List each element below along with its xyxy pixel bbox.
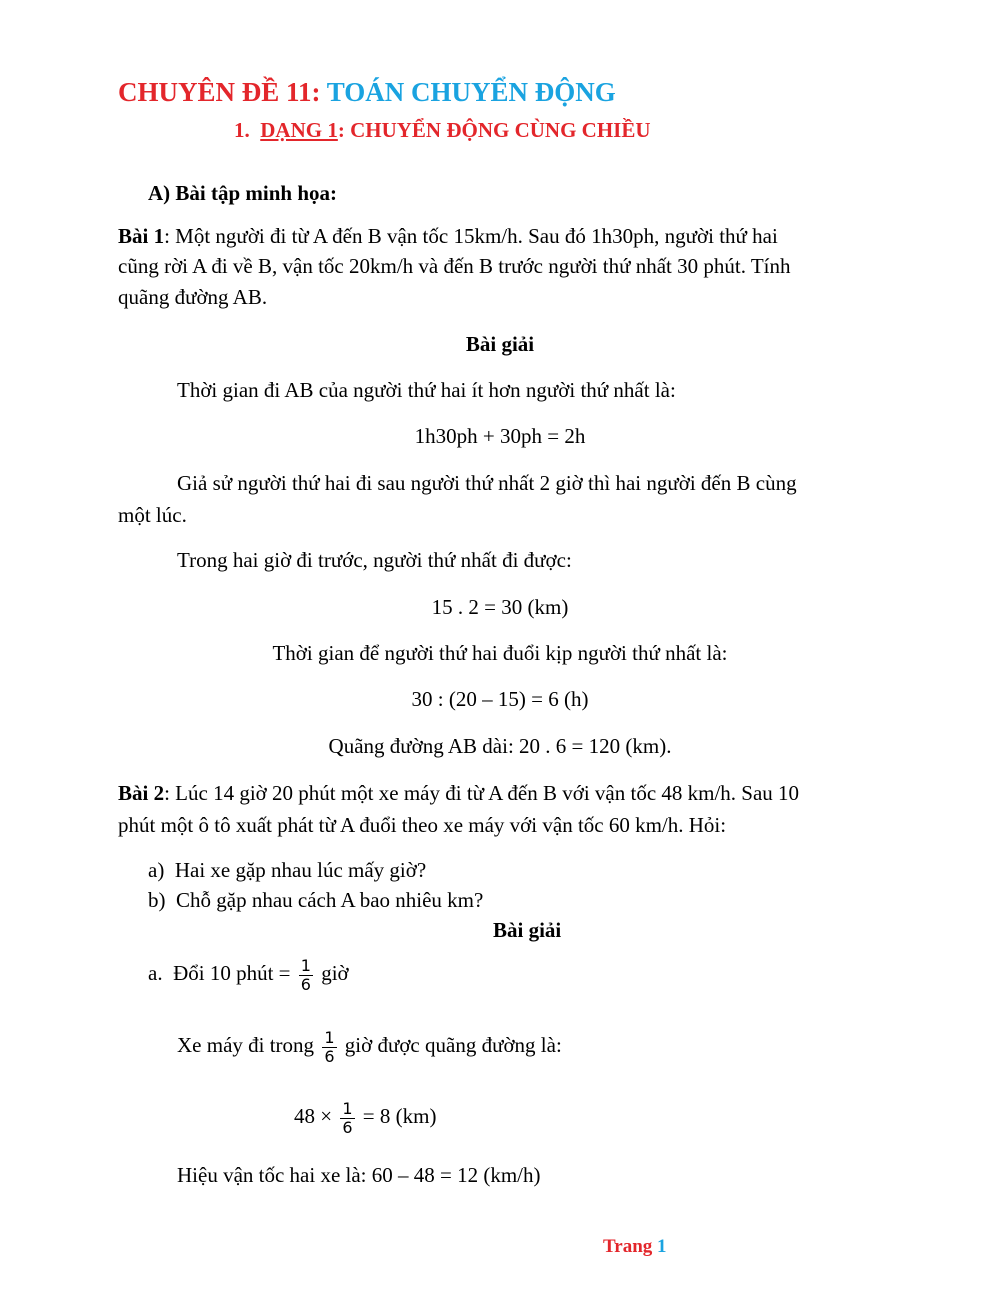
bai2-question-b [148,885,483,915]
calc-text1: 48 × [294,1104,333,1128]
bai1-step6: Thời gian để người thứ hai đuổi kịp người thứ nhất là: [272,641,728,665]
bai2-text1: : Lúc 14 giờ 20 phút một xe máy đi từ A đến B với vận tốc 48 km/h. Sau 10 [164,781,800,805]
question-marker: b) [148,888,166,912]
fraction-denominator: 6 [300,974,311,994]
bai1-label: Bài 1 [118,224,165,248]
bai2-question-a [148,855,426,885]
chapter-prefix: CHUYÊN ĐỀ 11: [118,77,327,107]
bai1-line2: cũng rời A đi về B, vận tốc 20km/h và đến B trước người thứ nhất 30 phút. Tính [118,254,791,278]
chapter-main: TOÁN CHUYỂN ĐỘNG [326,77,616,107]
bai2-line1 [118,778,799,808]
bai1-line1 [118,221,778,251]
question-text: Hai xe gặp nhau lúc mấy giờ? [174,858,427,882]
bai1-step1: Thời gian đi AB của người thứ hai ít hơn người thứ nhất là: [177,378,676,402]
bai2-label: Bài 2 [118,781,165,805]
question-text: Chỗ gặp nhau cách A bao nhiêu km? [176,888,484,912]
xm-text2: giờ được quãng đường là: [344,1033,562,1057]
section-title: : CHUYỂN ĐỘNG CÙNG CHIỀU [337,118,651,142]
bai2-xe-may-line [177,1022,562,1068]
question-marker: a) [148,858,165,882]
fraction-numerator: 1 [324,1027,335,1047]
bai1-step8: Quãng đường AB dài: 20 . 6 = 120 (km). [328,734,672,758]
fraction-denominator: 6 [342,1117,353,1137]
calc-text2: = 8 (km) [362,1104,437,1128]
bai1-step7: 30 : (20 – 15) = 6 (h) [411,687,589,711]
bai1-text1: : Một người đi từ A đến B vận tốc 15km/h. Sau đó 1h30ph, người thứ hai [164,224,778,248]
page-label: Trang [603,1236,653,1257]
step-a-text1: Đổi 10 phút = [173,961,291,985]
bai1-step4: Trong hai giờ đi trước, người thứ nhất đi được: [177,548,572,572]
section-label: DẠNG 1 [260,118,338,142]
bai2-line2: phút một ô tô xuất phát từ A đuổi theo xe máy với vận tốc 60 km/h. Hỏi: [118,813,727,837]
fraction-denominator: 6 [324,1046,335,1066]
fraction-one-sixth [340,1100,354,1137]
bai2-calc-line [294,1093,436,1139]
fraction-numerator: 1 [342,1098,353,1118]
fraction-numerator: 1 [300,955,311,975]
step-a-text2: giờ [321,961,349,985]
bai2-step-a [148,950,349,996]
bai1-solution-title: Bài giải [465,332,535,356]
chapter-title [118,76,616,108]
bai1-step2: 1h30ph + 30ph = 2h [414,424,586,448]
section-number: 1. [234,118,250,142]
fraction-one-sixth [299,957,313,994]
page-number: 1 [657,1236,667,1257]
fraction-one-sixth [322,1029,336,1066]
bai2-solution-title: Bài giải [493,918,562,942]
bai1-step3a: Giả sử người thứ hai đi sau người thứ nhất 2 giờ thì hai người đến B cùng [177,471,797,495]
section-heading [234,116,651,144]
bai1-step5: 15 . 2 = 30 (km) [431,595,569,619]
bai1-line3: quãng đường AB. [118,285,268,309]
xm-text1: Xe máy đi trong [177,1033,315,1057]
part-a-heading: A) Bài tập minh họa: [148,181,338,205]
page-footer [603,1234,667,1260]
step-a-marker: a. [148,961,163,985]
bai2-hieu-van-toc: Hiệu vận tốc hai xe là: 60 – 48 = 12 (km/h) [177,1163,541,1187]
bai1-step3b: một lúc. [118,503,187,527]
